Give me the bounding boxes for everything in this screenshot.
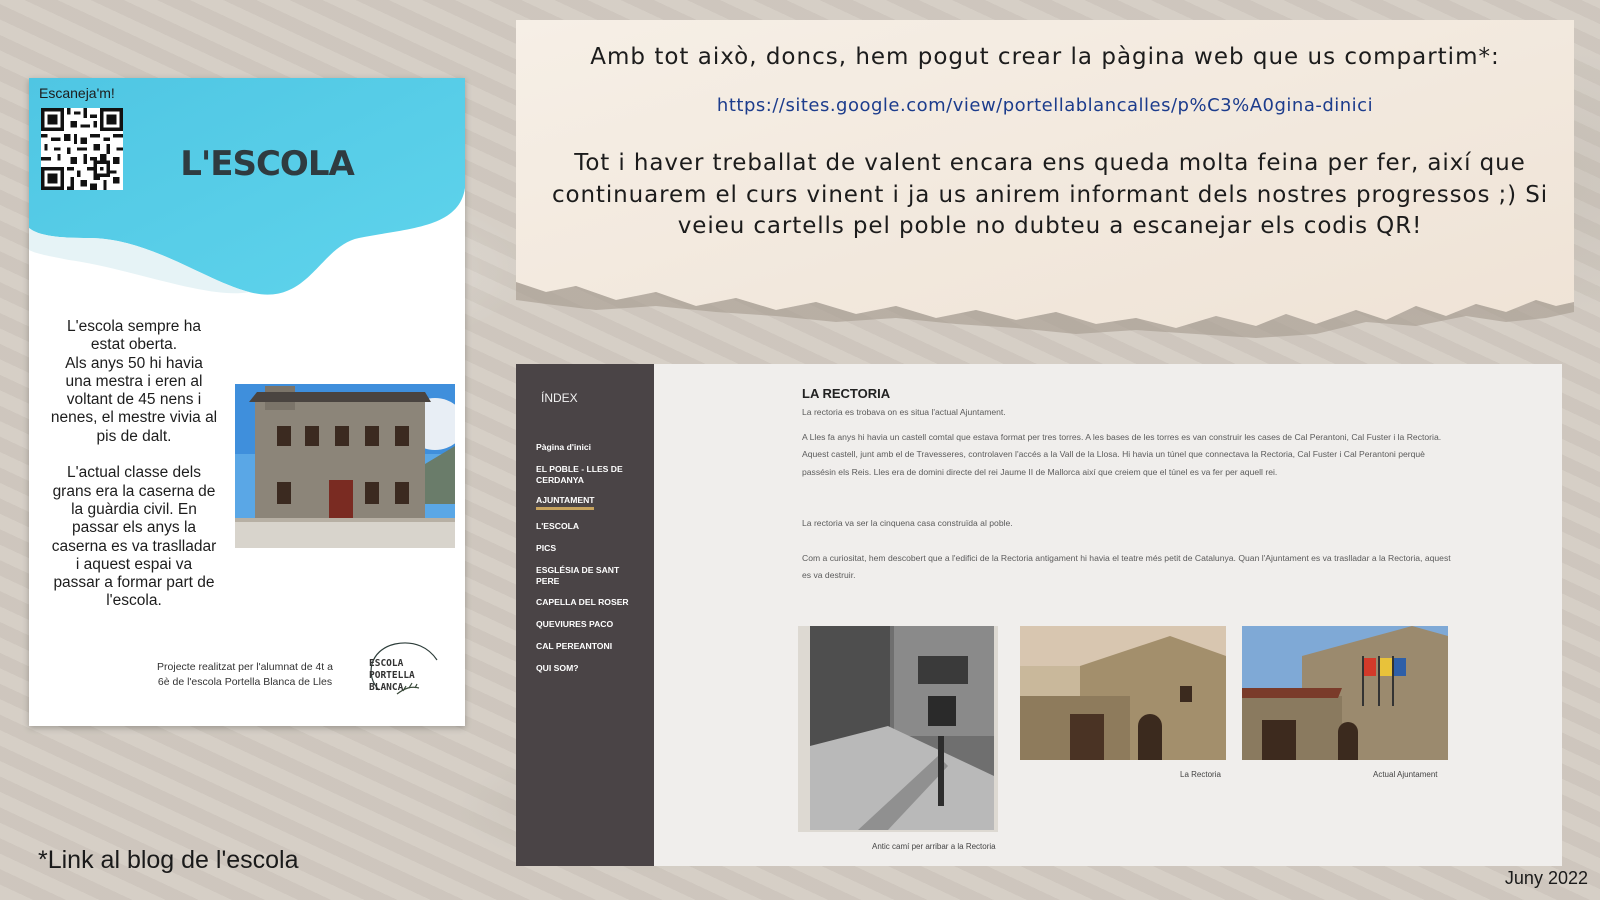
scan-me-label: Escaneja'm! [39,85,115,101]
paragraph-4: Com a curiositat, hem descobert que a l'edifici de la Rectoria antigament hi havia el teatre més petit de Catalunya. Quan l'Ajuntament es va traslladar a la Rectoria, aquest es va destruir. [802,553,1451,581]
page-heading: LA RECTORIA [802,386,891,401]
school-poster [29,78,465,726]
progress-paragraph: Tot i haver treballat de valent encara ens queda molta feina per fer, així que continuarem el curs vinent i ja us anirem informant dels nostres progressos ;) Si veieu cartells pel poble no dubteu a escanejar els codis QR! [551,150,1549,239]
nav-item-ajuntament[interactable]: AJUNTAMENT [536,495,595,505]
intro-line: Amb tot això, doncs, hem pogut crear la pàgina web que us compartim*: [590,44,1500,70]
nav-item-el-poble[interactable]: EL POBLE - LLES DE CERDANYA [536,464,623,485]
old-path-photo [798,626,998,832]
school-logo-text: ESCOLA PORTELLA BLANCA [369,658,415,693]
ajuntament-photo [1242,626,1448,760]
active-nav-indicator [536,507,594,510]
paragraph-2: A Lles fa anys hi havia un castell comtal que estava format per tres torres. A les bases de les torres es van construir les cases de Cal Perantoni, Cal Fuster i la Rectoria. Aquest castell, junt amb el de Travesseres, controlaven l'accés a la Vall de la Llosa. Hi havia un túnel que connectava la Rectoria, Cal Fuster i Cal Perantoni perquè passésin els Reis. Lles era de domini directe del rei Jaume II de Mallorca així que creiem que el túnel es va fer per aquell rei. [802,432,1442,477]
nav-item-cal-pereantoni[interactable]: CAL PEREANTONI [536,641,613,651]
paragraph-1: La rectoria es trobava on es situa l'actual Ajuntament. [802,407,1006,417]
caption-old-path: Antic camí per arribar a la Rectoria [872,842,996,851]
website-link[interactable]: https://sites.google.com/view/portellablancalles/p%C3%A0gina-dinici [716,95,1374,116]
index-label: ÍNDEX [541,391,578,405]
nav-item-capella[interactable]: CAPELLA DEL ROSER [536,597,629,607]
poster-title: L'ESCOLA [180,144,354,184]
nav-item-escola[interactable]: L'ESCOLA [536,521,580,531]
caption-rectoria: La Rectoria [1180,770,1221,779]
website-screenshot [516,364,1562,866]
poster-body-text: L'escola sempre ha estat oberta. Als anys 50 hi havia una mestra i eren al voltant de 45 nens i nenes, el mestre vivia al pis de dalt. L'actual classe dels grans era la caserna de la guàrdia civil. En passar els anys la caserna es va traslladar i aquest espai va passar a formar part de l'escola. [50,318,218,610]
blog-footnote: *Link al blog de l'escola [38,846,299,874]
paragraph-3: La rectoria va ser la cinquena casa construïda al poble. [802,518,1013,528]
nav-item-home[interactable]: Pàgina d'inici [536,442,592,452]
date-label: Juny 2022 [1504,868,1588,888]
nav-item-qui-som[interactable]: QUI SOM? [536,663,579,673]
caption-ajuntament: Actual Ajuntament [1373,770,1438,779]
project-credit: Projecte realitzat per l'alumnat de 4t a 6è de l'escola Portella Blanca de Lles [157,661,333,688]
site-sidebar [516,364,654,866]
nav-item-pics[interactable]: PICS [536,543,557,553]
rectoria-photo [1020,626,1226,760]
nav-item-esglesia[interactable]: ESGLÉSIA DE SANT PERE [536,565,620,586]
nav-item-queviures[interactable]: QUEVIURES PACO [536,619,614,629]
school-building-photo [235,384,455,548]
